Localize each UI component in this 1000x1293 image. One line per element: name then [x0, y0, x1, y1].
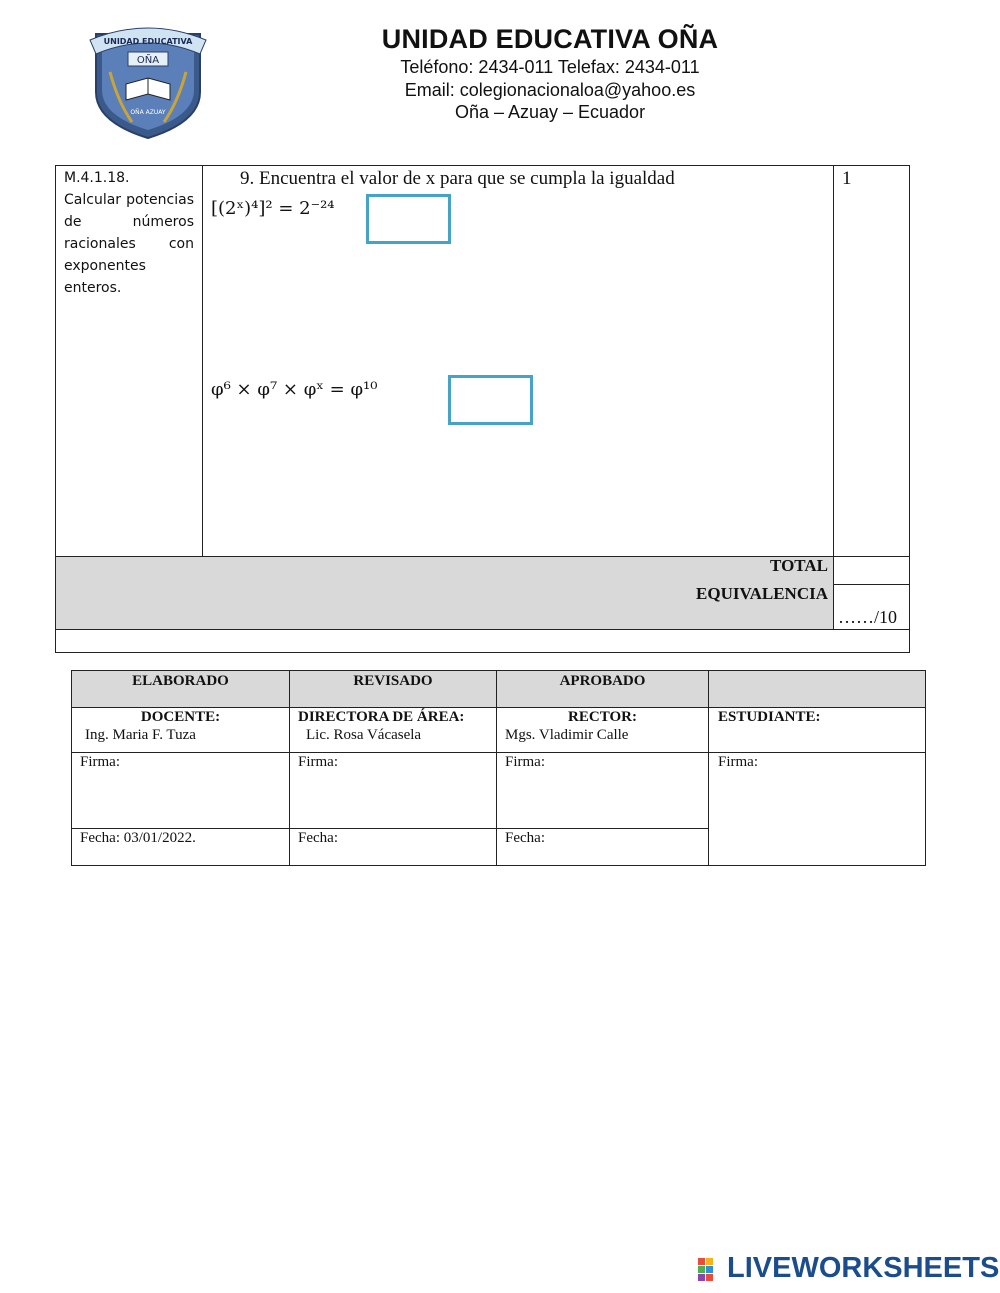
liveworksheets-brand: LIVEWORKSHEETS — [727, 1252, 1000, 1284]
header-aprobado: APROBADO — [559, 673, 646, 689]
signature-rector: Firma: — [505, 754, 545, 770]
date-docente: Fecha: 03/01/2022. — [80, 830, 196, 846]
divider — [71, 828, 709, 829]
svg-text:OÑA AZUAY: OÑA AZUAY — [130, 109, 166, 116]
role-docente: DOCENTE: — [140, 709, 221, 725]
skill-code: M.4.1.18. — [64, 170, 130, 186]
date-directora: Fecha: — [298, 830, 338, 846]
signature-table — [71, 670, 926, 866]
divider — [833, 165, 834, 629]
signature-docente: Firma: — [80, 754, 120, 770]
equivalence-value: ……/10 — [838, 607, 898, 627]
divider — [202, 165, 203, 557]
equation-2: φ⁶ × φ⁷ × φˣ = φ¹⁰ — [211, 379, 378, 400]
equivalence-label: EQUIVALENCIA — [696, 584, 828, 603]
divider — [71, 752, 926, 753]
total-label: TOTAL — [770, 556, 828, 575]
question-prompt: 9. Encuentra el valor de x para que se cumpla la igualdad — [240, 168, 675, 189]
role-rector: RECTOR: — [568, 709, 637, 725]
school-name: UNIDAD EDUCATIVA OÑA — [381, 24, 719, 54]
svg-text:UNIDAD EDUCATIVA: UNIDAD EDUCATIVA — [103, 37, 193, 46]
phone-line: Teléfono: 2434-011 Telefax: 2434-011 — [400, 57, 700, 77]
equation-1: [(2ˣ)⁴]² = 2⁻²⁴ — [211, 198, 335, 219]
svg-text:OÑA: OÑA — [136, 55, 160, 66]
divider — [55, 629, 910, 630]
skill-description-end: enteros. — [64, 280, 122, 296]
answer-input-2[interactable] — [448, 375, 533, 425]
skill-description: Calcular potencias de números racionales con exponentes — [64, 192, 194, 274]
header-elaborado: ELABORADO — [132, 673, 229, 689]
divider — [289, 670, 290, 866]
school-logo — [88, 22, 208, 140]
divider — [496, 670, 497, 866]
date-rector: Fecha: — [505, 830, 545, 846]
email-line: Email: colegionacionaloa@yahoo.es — [404, 80, 696, 100]
role-directora: DIRECTORA DE ÁREA: — [298, 709, 465, 725]
signature-estudiante: Firma: — [718, 754, 758, 770]
person-directora: Lic. Rosa Vácasela — [306, 727, 422, 743]
answer-input-1[interactable] — [366, 194, 451, 244]
person-docente: Ing. Maria F. Tuza — [85, 727, 196, 743]
header-revisado: REVISADO — [353, 673, 433, 689]
location-line: Oña – Azuay – Ecuador — [454, 102, 646, 122]
skill-criterion — [64, 167, 194, 299]
divider — [833, 584, 910, 585]
role-estudiante: ESTUDIANTE: — [718, 709, 821, 725]
divider — [71, 707, 926, 708]
divider — [708, 670, 709, 866]
signature-directora: Firma: — [298, 754, 338, 770]
question-score: 1 — [842, 168, 852, 189]
person-rector: Mgs. Vladimir Calle — [505, 727, 629, 743]
